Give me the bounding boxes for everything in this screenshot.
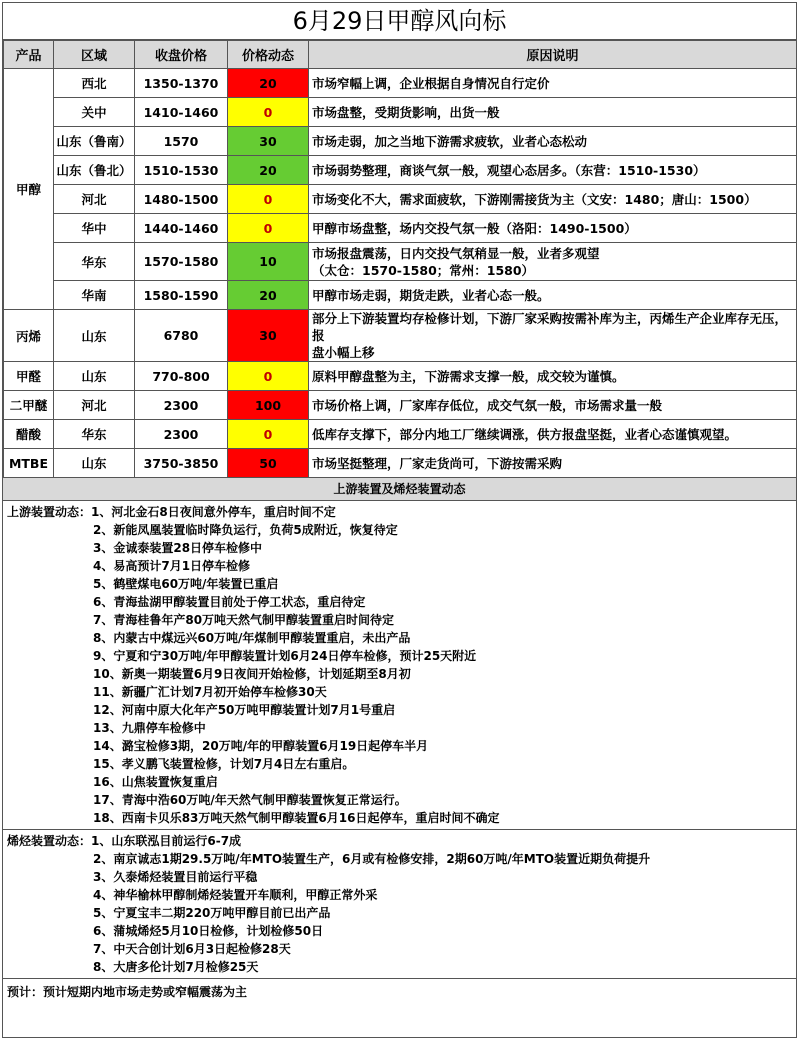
price-cell: 1510-1530	[135, 156, 228, 185]
reason-cell	[309, 98, 797, 127]
reason-cell	[309, 156, 797, 185]
price-cell: 1480-1500	[135, 185, 228, 214]
change-value: 20	[259, 287, 277, 303]
upstream-item	[7, 575, 792, 593]
change-value: 20	[259, 75, 277, 91]
region-cell: 山东	[54, 310, 135, 362]
upstream-item	[7, 665, 792, 683]
reason-cell	[309, 449, 797, 478]
upstream-item-text: 14、潞宝检修3期，20万吨/年的甲醇装置6月19日起停车半月	[93, 739, 429, 753]
reason-cell	[309, 185, 797, 214]
upstream-item	[7, 755, 792, 773]
change-cell	[228, 310, 309, 362]
change-cell	[228, 127, 309, 156]
change-cell	[228, 420, 309, 449]
upstream-item-text: 15、孝义鹏飞装置检修，计划7月4日左右重启。	[93, 757, 355, 771]
reason-text: 市场价格上调，厂家库存低位，成交气氛一般，市场需求量一般	[312, 397, 663, 413]
price-table	[3, 40, 797, 478]
change-cell	[228, 243, 309, 281]
methanol-rows	[4, 69, 797, 310]
change-cell	[228, 185, 309, 214]
price-cell: 2300	[135, 420, 228, 449]
upstream-item	[7, 557, 792, 575]
report-frame	[2, 2, 797, 1038]
upstream-item-text: 7、青海桂鲁年产80万吨天然气制甲醇装置重启时间待定	[93, 613, 395, 627]
price-cell: 1570	[135, 127, 228, 156]
olefin-item-text: 6、蒲城烯烃5月10日检修，计划检修50日	[93, 924, 324, 938]
table-row	[4, 214, 797, 243]
olefin-item-text: 8、大唐多伦计划7月检修25天	[93, 960, 259, 974]
upstream-item-text: 12、河南中原大化年产50万吨甲醇装置计划7月1号重启	[93, 703, 396, 717]
upstream-item	[7, 773, 792, 791]
change-cell	[228, 362, 309, 391]
olefin-item	[7, 832, 792, 850]
change-value: 30	[259, 328, 277, 343]
table-row	[4, 156, 797, 185]
change-value: 0	[263, 220, 273, 236]
change-value: 20	[259, 162, 277, 178]
price-cell: 1410-1460	[135, 98, 228, 127]
upstream-item	[7, 611, 792, 629]
region-cell: 关中	[54, 98, 135, 127]
header-product: 产品	[4, 41, 54, 69]
change-value: 0	[263, 426, 273, 442]
upstream-item-text: 2、新能凤凰装置临时降负运行，负荷5成附近，恢复待定	[93, 523, 398, 537]
upstream-item-text: 4、易高预计7月1日停车检修	[93, 559, 251, 573]
region-cell: 山东（鲁南）	[54, 127, 135, 156]
product-cell: MTBE	[4, 449, 54, 478]
upstream-item-text: 16、山焦装置恢复重启	[93, 775, 218, 789]
upstream-item-text: 6、青海盐湖甲醇装置目前处于停工状态，重启待定	[93, 595, 366, 609]
table-row	[4, 362, 797, 391]
header-change: 价格动态	[228, 41, 309, 69]
olefin-item	[7, 850, 792, 868]
region-cell: 河北	[54, 391, 135, 420]
table-row	[4, 98, 797, 127]
olefin-item-text: 4、神华榆林甲醇制烯烃装置开车顺利，甲醇正常外采	[93, 888, 378, 902]
price-cell: 6780	[135, 310, 228, 362]
reason-text: 甲醇市场走弱，期货走跌，业者心态一般。	[312, 287, 550, 303]
header-reason: 原因说明	[309, 41, 797, 69]
upstream-item-text: 5、鹤壁煤电60万吨/年装置已重启	[93, 577, 279, 591]
reason-text: 市场报盘震荡，日内交投气氛稍显一般，业者多观望	[312, 245, 600, 261]
upstream-item	[7, 521, 792, 539]
table-header-row	[4, 41, 797, 69]
change-value: 30	[259, 133, 277, 149]
olefin-item-text: 7、中天合创计划6月3日起检修28天	[93, 942, 291, 956]
upstream-item	[7, 683, 792, 701]
reason-text: 甲醇市场盘整，场内交投气氛一般（洛阳：1490-1500）	[312, 220, 637, 236]
forecast-text: 预计短期内地市场走势或窄幅震荡为主	[43, 985, 248, 999]
reason-text: 低库存支撑下，部分内地工厂继续调涨，供方报盘坚挺，业者心态谨慎观望。	[312, 426, 738, 442]
reason-cell	[309, 310, 797, 362]
change-value: 0	[263, 191, 273, 207]
olefin-item-text: 1、山东联泓目前运行6-7成	[91, 834, 242, 848]
upstream-item-text: 8、内蒙古中煤远兴60万吨/年煤制甲醇装置重启，未出产品	[93, 631, 411, 645]
olefin-item-text: 3、久泰烯烃装置目前运行平稳	[93, 870, 258, 884]
table-row	[4, 310, 797, 362]
price-cell: 2300	[135, 391, 228, 420]
upstream-item-text: 17、青海中浩60万吨/年天然气制甲醇装置恢复正常运行。	[93, 793, 407, 807]
region-cell: 西北	[54, 69, 135, 98]
change-cell	[228, 156, 309, 185]
product-cell: 甲醇	[4, 69, 54, 310]
upstream-item	[7, 791, 792, 809]
upstream-item	[7, 593, 792, 611]
region-cell: 华东	[54, 420, 135, 449]
reason-text: 市场盘整，受期货影响，出货一般	[312, 104, 500, 120]
change-cell	[228, 281, 309, 310]
price-cell: 1570-1580	[135, 243, 228, 281]
upstream-item	[7, 503, 792, 521]
change-value: 50	[259, 455, 277, 471]
table-row	[4, 281, 797, 310]
change-cell	[228, 449, 309, 478]
change-cell	[228, 98, 309, 127]
upstream-item-text: 1、河北金石8日夜间意外停车，重启时间不定	[91, 505, 336, 519]
reason-cell	[309, 420, 797, 449]
reason-text: 市场弱势整理，商谈气氛一般，观望心态居多。（东营：1510-1530）	[312, 162, 706, 178]
price-cell: 3750-3850	[135, 449, 228, 478]
page-title: 6月29日甲醇风向标	[3, 3, 796, 40]
upstream-item-text: 10、新奥一期装置6月9日夜间开始检修，计划延期至8月初	[93, 667, 411, 681]
upstream-item	[7, 701, 792, 719]
change-value: 0	[263, 104, 273, 120]
olefin-label: 烯烃装置动态：	[7, 834, 92, 848]
header-region: 区域	[54, 41, 135, 69]
reason-text: 市场坚挺整理，厂家走货尚可，下游按需采购	[312, 455, 563, 471]
olefin-item	[7, 904, 792, 922]
forecast-label: 预计：	[7, 985, 44, 999]
upstream-item	[7, 737, 792, 755]
region-cell: 山东（鲁北）	[54, 156, 135, 185]
change-value: 100	[254, 397, 282, 413]
change-cell	[228, 69, 309, 98]
price-cell: 1580-1590	[135, 281, 228, 310]
reason-cell	[309, 362, 797, 391]
region-cell: 山东	[54, 449, 135, 478]
reason-text-2: （太仓：1570-1580；常州：1580）	[312, 262, 535, 278]
olefin-item	[7, 940, 792, 958]
change-value: 10	[259, 254, 277, 269]
change-value: 0	[263, 368, 273, 384]
reason-text: 市场窄幅上调，企业根据自身情况自行定价	[312, 75, 550, 91]
upstream-label: 上游装置动态：	[7, 505, 92, 519]
product-cell: 醋酸	[4, 420, 54, 449]
reason-cell	[309, 281, 797, 310]
reason-cell	[309, 127, 797, 156]
region-cell: 河北	[54, 185, 135, 214]
region-cell: 华东	[54, 243, 135, 281]
reason-text: 市场变化不大，需求面疲软，下游刚需接货为主（文安：1480；唐山：1500）	[312, 191, 757, 207]
product-cell: 甲醛	[4, 362, 54, 391]
upstream-item	[7, 629, 792, 647]
olefin-item	[7, 958, 792, 976]
region-cell: 华南	[54, 281, 135, 310]
table-row	[4, 69, 797, 98]
table-row	[4, 420, 797, 449]
olefin-item	[7, 868, 792, 886]
upstream-item	[7, 539, 792, 557]
olefin-section	[3, 830, 796, 979]
table-row	[4, 391, 797, 420]
upstream-item	[7, 809, 792, 827]
price-cell: 1440-1460	[135, 214, 228, 243]
upstream-item-text: 18、西南卡贝乐83万吨天然气制甲醇装置6月16日起停车，重启时间不确定	[93, 811, 500, 825]
region-cell: 华中	[54, 214, 135, 243]
upstream-item	[7, 647, 792, 665]
table-row	[4, 449, 797, 478]
product-cell: 二甲醚	[4, 391, 54, 420]
upstream-item-text: 3、金诚泰装置28日停车检修中	[93, 541, 263, 555]
reason-text-2: 盘小幅上移	[312, 345, 375, 360]
reason-cell	[309, 69, 797, 98]
upstream-section	[3, 501, 796, 830]
table-row	[4, 243, 797, 281]
upstream-item-text: 11、新疆广汇计划7月初开始停车检修30天	[93, 685, 327, 699]
olefin-item	[7, 922, 792, 940]
change-cell	[228, 214, 309, 243]
reason-text: 部分上下游装置均存检修计划，下游厂家采购按需补库为主，丙烯生产企业库存无压，报	[312, 311, 788, 343]
olefin-item-text: 5、宁夏宝丰二期220万吨甲醇目前已出产品	[93, 906, 331, 920]
reason-cell	[309, 214, 797, 243]
reason-cell	[309, 243, 797, 281]
price-cell: 1350-1370	[135, 69, 228, 98]
header-price: 收盘价格	[135, 41, 228, 69]
price-cell: 770-800	[135, 362, 228, 391]
reason-cell	[309, 391, 797, 420]
upstream-item-text: 9、宁夏和宁30万吨/年甲醇装置计划6月24日停车检修，预计25天附近	[93, 649, 477, 663]
upstream-item	[7, 719, 792, 737]
olefin-item	[7, 886, 792, 904]
olefin-item-text: 2、南京诚志1期29.5万吨/年MTO装置生产，6月或有检修安排，2期60万吨/年MTO装置近期负荷提升	[93, 852, 651, 866]
forecast	[3, 979, 796, 1005]
reason-text: 原料甲醇盘整为主，下游需求支撑一般，成交较为谨慎。	[312, 368, 625, 384]
upstream-item-text: 13、九鼎停车检修中	[93, 721, 206, 735]
other-product-rows	[4, 310, 797, 478]
reason-text: 市场走弱，加之当地下游需求疲软，业者心态松动	[312, 133, 588, 149]
section-header: 上游装置及烯烃装置动态	[3, 478, 796, 501]
table-row	[4, 127, 797, 156]
product-cell: 丙烯	[4, 310, 54, 362]
change-cell	[228, 391, 309, 420]
region-cell: 山东	[54, 362, 135, 391]
table-row	[4, 185, 797, 214]
